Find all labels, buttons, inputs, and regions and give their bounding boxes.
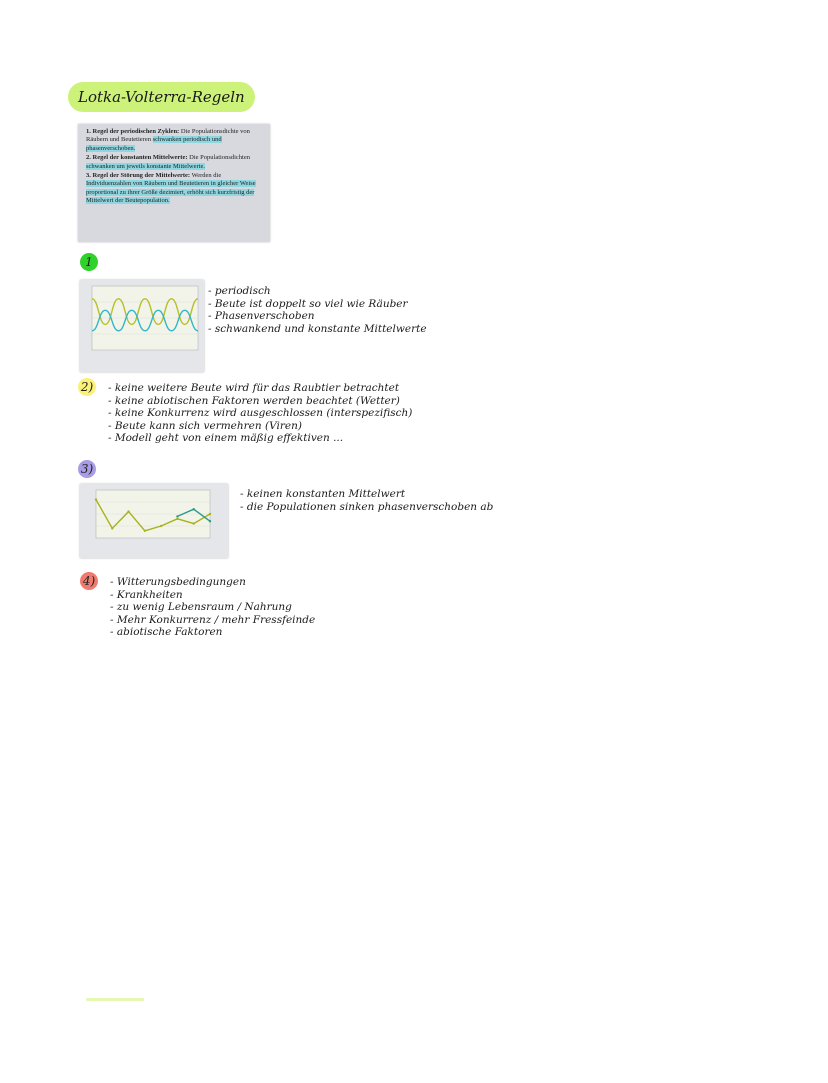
note-line: - keinen konstanten Mittelwert <box>240 488 406 500</box>
rule-text: Die Populationsdichte von Räubern und Beutetieren <box>86 128 250 144</box>
rule-number: 1. <box>86 128 91 135</box>
note-line: - die Populationen sinken phasenverschoben ab <box>240 500 494 513</box>
rules-list <box>86 128 264 206</box>
note-line: - Modell geht von einem mäßig effektiven ... <box>108 432 344 444</box>
note-line: - keine abiotischen Faktoren werden beachtet (Wetter) <box>108 394 400 407</box>
note-line: - Beute kann sich vermehren (Viren) <box>108 419 302 432</box>
rule-highlight-text: schwanken um jeweils konstante Mittelwerte. <box>86 162 205 170</box>
rule-name: Regel der konstanten Mittelwerte: <box>92 154 188 162</box>
rule-item <box>86 172 264 206</box>
rule-text: Die Populationsdichten <box>187 154 250 162</box>
section-1-notes <box>208 285 427 335</box>
section-3-number-badge <box>78 460 96 478</box>
note-line: - abiotische Faktoren <box>110 626 223 638</box>
rule-highlight-text: Individuenzahlen von Räubern und Beutetieren in gleicher Weise proportional zu ihrer Größe dezimiert, erhöht sich kurzfristig der Mittelwert der Beutepopulation. <box>86 180 256 205</box>
note-line: - Witterungsbedingungen <box>110 576 246 588</box>
data-point <box>144 530 146 532</box>
note-line: - Mehr Konkurrenz / mehr Fressfeinde <box>110 613 316 626</box>
data-point <box>176 518 178 520</box>
rules-textbook-excerpt <box>78 124 270 242</box>
data-point <box>209 520 211 522</box>
rule-number: 3. <box>86 172 91 180</box>
chart-2-figure <box>80 484 228 558</box>
note-line: - Krankheiten <box>110 588 183 601</box>
data-point <box>209 513 211 515</box>
section-2-number: 2) <box>80 380 94 394</box>
rule-item <box>86 154 264 171</box>
rule-name: Regel der periodischen Zyklen: <box>92 128 180 135</box>
section-4-number-badge <box>80 572 98 590</box>
data-point <box>111 527 113 529</box>
note-line: - keine Konkurrenz wird ausgeschlossen (interspezifisch) <box>108 407 413 419</box>
rule-number: 2. <box>86 154 91 162</box>
section-3-notes <box>240 488 493 513</box>
rule-name: Regel der Störung der Mittelwerte: <box>92 172 191 180</box>
data-point <box>193 508 195 510</box>
data-point <box>193 522 195 524</box>
chart-1-svg <box>80 280 204 372</box>
note-line: - schwankend und konstante Mittelwerte <box>208 322 427 335</box>
section-3-number: 3) <box>80 462 94 476</box>
rule-highlight-text: schwanken periodisch und phasenverschoben. <box>86 136 222 152</box>
note-line: - keine weitere Beute wird für das Raubtier betrachtet <box>108 382 400 394</box>
section-2-number-badge <box>78 378 96 396</box>
rule-text: Werden die <box>190 172 222 180</box>
title-highlight <box>68 82 255 112</box>
section-4-number: 4) <box>82 574 96 588</box>
chart-1-figure <box>80 280 204 372</box>
data-point <box>176 515 178 517</box>
page-title: Lotka-Volterra-Regeln <box>78 88 245 106</box>
section-4-notes <box>110 576 315 639</box>
section-2-notes <box>108 382 412 445</box>
data-point <box>127 510 129 512</box>
data-point <box>95 498 97 500</box>
chart-2-svg <box>80 484 228 558</box>
note-line: - Phasenverschoben <box>208 310 315 322</box>
section-1-number-badge <box>80 253 98 271</box>
note-line: - periodisch <box>208 285 271 297</box>
note-line: - zu wenig Lebensraum / Nahrung <box>110 601 292 613</box>
note-line: - Beute ist doppelt so viel wie Räuber <box>208 297 408 310</box>
section-1-number: 1 <box>85 255 93 269</box>
rule-item <box>86 128 264 153</box>
data-point <box>160 525 162 527</box>
highlighter-stroke <box>86 998 144 1001</box>
